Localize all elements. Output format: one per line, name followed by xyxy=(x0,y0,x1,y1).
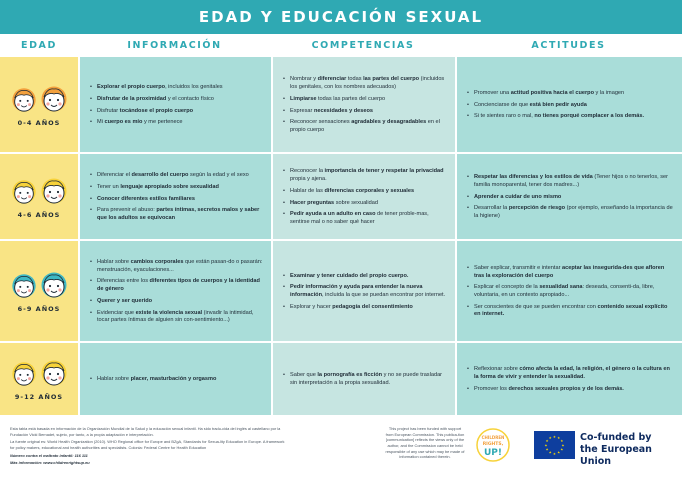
bullet-text: propia y ajena. xyxy=(290,176,327,183)
eu-star: ★ xyxy=(560,439,564,444)
age-cell xyxy=(0,343,78,417)
bullet-item xyxy=(90,172,264,180)
informacion-cell xyxy=(78,57,271,154)
informacion-list xyxy=(90,376,264,384)
bullet-text: Hablar sobre xyxy=(97,258,131,265)
eu-star: ★ xyxy=(552,434,557,439)
bullet-item xyxy=(467,113,675,121)
bullet-text: Evidenciar que xyxy=(97,309,136,316)
children-faces xyxy=(10,175,69,205)
actitudes-list xyxy=(467,174,675,221)
bullet-item xyxy=(90,207,264,222)
bullet-item xyxy=(283,273,448,281)
bullet-text: Hablar sobre xyxy=(97,376,131,383)
logo-text-rights: RIGHTS, xyxy=(482,442,504,447)
bullet-item xyxy=(283,284,448,299)
bullet-text-bold: cuerpo es mío xyxy=(104,119,143,126)
bullet-text-bold: percepción de riesgo xyxy=(508,205,566,212)
age-label: 6-9 AÑOS xyxy=(17,305,61,313)
bullet-item xyxy=(467,386,675,394)
bullet-text-bold: actitud positiva hacia el cuerpo xyxy=(510,89,594,96)
bullet-text: y me pertenece xyxy=(142,119,183,126)
header-informacion: INFORMACIÓN xyxy=(127,40,222,51)
bullet-text: (incluidos los genitales, con los nombres adecuados) xyxy=(290,76,445,91)
bullet-text-bold: Explorar el propio cuerpo xyxy=(97,84,166,91)
eu-cofunded-label xyxy=(580,432,680,468)
bullet-text: Promover los xyxy=(474,385,509,392)
bullet-text: : deseada, consenti-da, libre, voluntaria, en un contexto apropiado... xyxy=(474,284,655,298)
bullet-text: Reflexionar sobre xyxy=(474,366,520,373)
eu-line-1: Co-funded by xyxy=(580,432,652,443)
bullet-item xyxy=(283,76,448,91)
bullet-item xyxy=(467,284,675,299)
informacion-cell xyxy=(78,241,271,343)
bullet-text: Ser conscientes de que se pueden encontrar con xyxy=(474,303,598,310)
bullet-item xyxy=(90,96,264,104)
bullet-item xyxy=(283,200,448,208)
bullet-item xyxy=(467,304,675,319)
footer xyxy=(0,422,682,482)
header-actitudes: ACTITUDES xyxy=(531,40,606,51)
bullet-text-bold: Disfrutar de la proximidad xyxy=(97,95,167,102)
bullet-text: Mi xyxy=(97,119,105,126)
eu-star: ★ xyxy=(548,450,552,455)
bullet-item xyxy=(283,372,448,387)
bullet-item xyxy=(467,174,675,189)
bullet-item xyxy=(90,196,264,204)
bullet-text: Concienciarse de que xyxy=(474,101,530,108)
competencias-list xyxy=(283,273,448,312)
informacion-list xyxy=(90,84,264,127)
bullet-text-bold: pedagogía del consentimiento xyxy=(332,303,413,310)
actitudes-cell xyxy=(455,241,682,343)
bullet-text-bold: Pedir información y ayuda para entender la nueva información xyxy=(290,284,423,298)
bullet-text-bold: Respetar las diferencias y los estilos de vida xyxy=(474,174,593,181)
bullet-text-bold: la pornografía es ficción xyxy=(317,372,383,379)
bullet-item xyxy=(283,211,448,226)
eu-star: ★ xyxy=(552,451,557,456)
bullet-item xyxy=(467,366,675,381)
bullet-text: Desarrollar la xyxy=(474,205,509,212)
bullet-text-bold: Hacer preguntas xyxy=(290,199,335,206)
actitudes-list xyxy=(467,90,675,121)
eu-flag-icon xyxy=(534,431,575,459)
bullet-item xyxy=(283,119,448,134)
bullet-text: y no se puede trasladar sin interpretación a la propia sexualidad. xyxy=(290,372,443,386)
funding-disclaimer: This project has been funded with support from European Commission. This publica-tion [communication] reflects the views only of the author, and the Commission cannot be held responsible of any use which may be made of information contained therein. xyxy=(385,426,465,460)
bullet-item xyxy=(467,102,675,110)
eu-star: ★ xyxy=(561,443,565,448)
bullet-text-bold: diferenciar xyxy=(317,76,347,83)
bullet-text: Diferencias entre los xyxy=(97,278,150,285)
child-face-icon xyxy=(10,359,38,387)
bullet-item xyxy=(283,168,448,183)
bullet-text-bold: Limpiarse xyxy=(290,95,317,102)
bullet-text: en el propio cuerpo xyxy=(290,119,440,133)
bullet-text: Explicar el concepto de la xyxy=(474,284,540,291)
actitudes-list xyxy=(467,265,675,319)
bullet-text-bold: aceptar las insegurida-des que afloren tras la exploración del cuerpo xyxy=(474,264,665,279)
bullet-item xyxy=(90,84,264,92)
bullet-text: Expresar xyxy=(290,107,314,114)
bullet-item xyxy=(283,188,448,196)
eu-star: ★ xyxy=(560,447,564,452)
age-label: 9-12 AÑOS xyxy=(14,393,64,401)
bullet-text-bold: sexualidad sana xyxy=(539,284,583,291)
bullet-item xyxy=(90,298,264,306)
bullet-text-bold: Querer y ser querido xyxy=(97,297,153,304)
bullet-text-bold: las partes del cuerpo xyxy=(363,76,420,83)
header-competencias: COMPETENCIAS xyxy=(311,40,415,51)
bullet-text-bold: Examinar y tener cuidado del propio cuerpo. xyxy=(290,272,409,279)
bullet-item xyxy=(467,194,675,202)
bullet-text: de tener proble-mas, sentirse mal o no saber qué hacer xyxy=(290,211,429,225)
bullet-item xyxy=(283,304,448,312)
bullet-text-bold: contenido sexual explícito en internet. xyxy=(474,303,668,318)
bullet-text: Diferenciar el xyxy=(97,172,132,179)
children-faces xyxy=(10,357,69,387)
footer-source-notes xyxy=(10,426,285,468)
column-headers xyxy=(0,35,682,56)
informacion-cell xyxy=(78,343,271,417)
children-rights-up-logo xyxy=(473,428,513,462)
bullet-item xyxy=(90,259,264,274)
age-cell xyxy=(0,154,78,241)
actitudes-cell xyxy=(455,154,682,241)
bullet-text-bold: diferencias corporales y sexuales xyxy=(324,187,415,194)
bullet-text: Saber explicar, transmitir e intentar xyxy=(474,264,562,271)
content-table xyxy=(0,57,682,417)
competencias-cell xyxy=(271,57,455,154)
competencias-cell xyxy=(271,241,455,343)
bullet-text-bold: importancia de tener y respetar la privacidad xyxy=(324,168,444,175)
bullet-text: Explorar y hacer xyxy=(290,303,333,310)
bullet-item xyxy=(90,184,264,192)
bullet-text-bold: no tienes porqué complacer a los demás. xyxy=(534,113,645,120)
competencias-list xyxy=(283,168,448,226)
bullet-text: , incluidos los genitales xyxy=(165,84,223,91)
bullet-text: Para prevenir el abuso: xyxy=(97,207,157,214)
informacion-list xyxy=(90,259,264,325)
child-face-icon xyxy=(39,269,69,299)
bullet-text: Saber que xyxy=(290,372,318,379)
actitudes-cell xyxy=(455,57,682,154)
bullet-text: que están pasan-do o pasarán: menstruación, eyaculaciones... xyxy=(97,258,263,273)
age-label: 0-4 AÑOS xyxy=(17,118,61,127)
bullet-text: Reconocer la xyxy=(290,168,325,175)
bullet-text: (por ejemplo, enseñando la importancia de la higiene) xyxy=(474,205,673,220)
footer-source-text: Esta tabla está basada en información de la Organización Mundial de la Salud y la educación sexual infantil. Ha sido tradu-cida del inglés al castellano por la Fundación Vicki Bernadet, sujeto, por tanto, a la propia adaptación e interpretación. xyxy=(10,426,281,437)
eu-star: ★ xyxy=(545,439,549,444)
eu-star: ★ xyxy=(548,435,552,440)
informacion-cell xyxy=(78,154,271,241)
bullet-text-bold: existe la violencia sexual xyxy=(135,309,203,316)
bullet-item xyxy=(283,96,448,104)
children-faces xyxy=(10,269,69,299)
competencias-cell xyxy=(271,154,455,241)
bullet-text-bold: necesidades y deseos xyxy=(313,107,374,114)
bullet-text: Hablar de las xyxy=(290,187,325,194)
eu-star: ★ xyxy=(557,450,561,455)
bullet-text: (Tener hijos o no tenerlos, ser familia monoparental, tener dos madres...) xyxy=(474,174,669,188)
bullet-item xyxy=(90,119,264,127)
bullet-item xyxy=(90,108,264,116)
bullet-text: Nombrar y xyxy=(290,76,318,83)
footer-hotline: Número contra el maltrato infantil: 116 111 xyxy=(10,452,88,458)
bullet-item xyxy=(90,310,264,325)
eu-star: ★ xyxy=(545,447,549,452)
bullet-item xyxy=(467,205,675,220)
children-faces xyxy=(10,83,69,113)
bullet-text: , incluida la que se puedan encontrar por internet. xyxy=(322,292,446,298)
actitudes-list xyxy=(467,366,675,393)
logo-text-up: UP! xyxy=(483,448,503,458)
bullet-item xyxy=(467,265,675,280)
bullet-text: Si te sientes raro o mal, xyxy=(474,113,535,120)
bullet-text-bold: diferentes tipos de cuerpos y la identidad de género xyxy=(97,278,260,293)
page-title: EDAD Y EDUCACIÓN SEXUAL xyxy=(0,0,682,34)
bullet-text-bold: Aprender a cuidar de uno mismo xyxy=(474,193,562,200)
child-face-icon xyxy=(10,177,38,205)
bullet-text-bold: lenguaje apropiado sobre sexualidad xyxy=(120,183,219,190)
bullet-item xyxy=(283,108,448,116)
child-face-icon xyxy=(39,83,69,113)
bullet-text-bold: placer, masturbación y orgasmo xyxy=(130,376,217,383)
bullet-text-bold: partes íntimas, secretos malos y saber que los adultos se equivocan xyxy=(97,207,260,222)
actitudes-cell xyxy=(455,343,682,417)
bullet-text: todas las partes del cuerpo xyxy=(316,95,386,102)
child-face-icon xyxy=(10,85,38,113)
bullet-text: Disfrutar xyxy=(97,107,120,114)
bullet-text: y la imagen xyxy=(594,89,625,96)
eu-star: ★ xyxy=(557,435,561,440)
age-cell xyxy=(0,241,78,343)
bullet-text-bold: desarrollo del cuerpo xyxy=(131,172,189,179)
bullet-text: según la edad y el sexo xyxy=(188,172,249,179)
bullet-text: sobre sexualidad xyxy=(334,199,379,206)
child-face-icon xyxy=(39,175,69,205)
bullet-text-bold: agradables y desagradables xyxy=(351,119,427,126)
age-label: 4-6 AÑOS xyxy=(17,210,61,219)
logo-text-children: CHILDREN xyxy=(481,435,505,440)
bullet-text: Tener un xyxy=(97,183,121,190)
informacion-list xyxy=(90,172,264,223)
bullet-text-bold: Conocer diferentes estilos familiares xyxy=(97,195,195,202)
bullet-text-bold: cambios corporales xyxy=(130,258,184,265)
age-cell xyxy=(0,57,78,154)
bullet-text-bold: cómo afecta la edad, la religión, el género o la cultura en la forma de vivir y entender la sexualidad. xyxy=(474,366,670,381)
bullet-text: Reconocer sensaciones xyxy=(290,119,352,126)
eu-star: ★ xyxy=(544,443,548,448)
child-face-icon xyxy=(39,357,69,387)
bullet-text: (invadir la intimidad, tocar partes íntimas de alguien sin con-sentimiento...) xyxy=(97,309,254,324)
bullet-text-bold: derechos sexuales propios y de los demás. xyxy=(508,385,624,392)
competencias-cell xyxy=(271,343,455,417)
bullet-text-bold: tocándose el propio cuerpo xyxy=(119,107,194,114)
competencias-list xyxy=(283,372,448,387)
bullet-text: y el contacto físico xyxy=(166,95,214,102)
bullet-text: todas xyxy=(346,76,364,83)
bullet-item xyxy=(90,376,264,384)
header-edad: EDAD xyxy=(20,40,57,51)
footer-reference-text: La fuente original es: World Health Organization (2010). WHO Regional office for Europe and BZgA, Standards for Sexua-lity Education in Europe. A framework for policy makers, educational and health authorities and specialists. Colonia: Federal Centre for Health Education xyxy=(10,439,285,450)
competencias-list xyxy=(283,76,448,134)
bullet-text: Promover una xyxy=(474,89,511,96)
bullet-text-bold: está bien pedir ayuda xyxy=(529,101,587,108)
bullet-text-bold: Pedir ayuda a un adulto en caso xyxy=(290,211,376,218)
bullet-item xyxy=(467,90,675,98)
footer-more-info: Más información: www.childrenrightsup.eu xyxy=(10,460,90,466)
bullet-item xyxy=(90,278,264,293)
eu-line-2: the European Union xyxy=(580,443,652,467)
child-face-icon xyxy=(10,271,38,299)
